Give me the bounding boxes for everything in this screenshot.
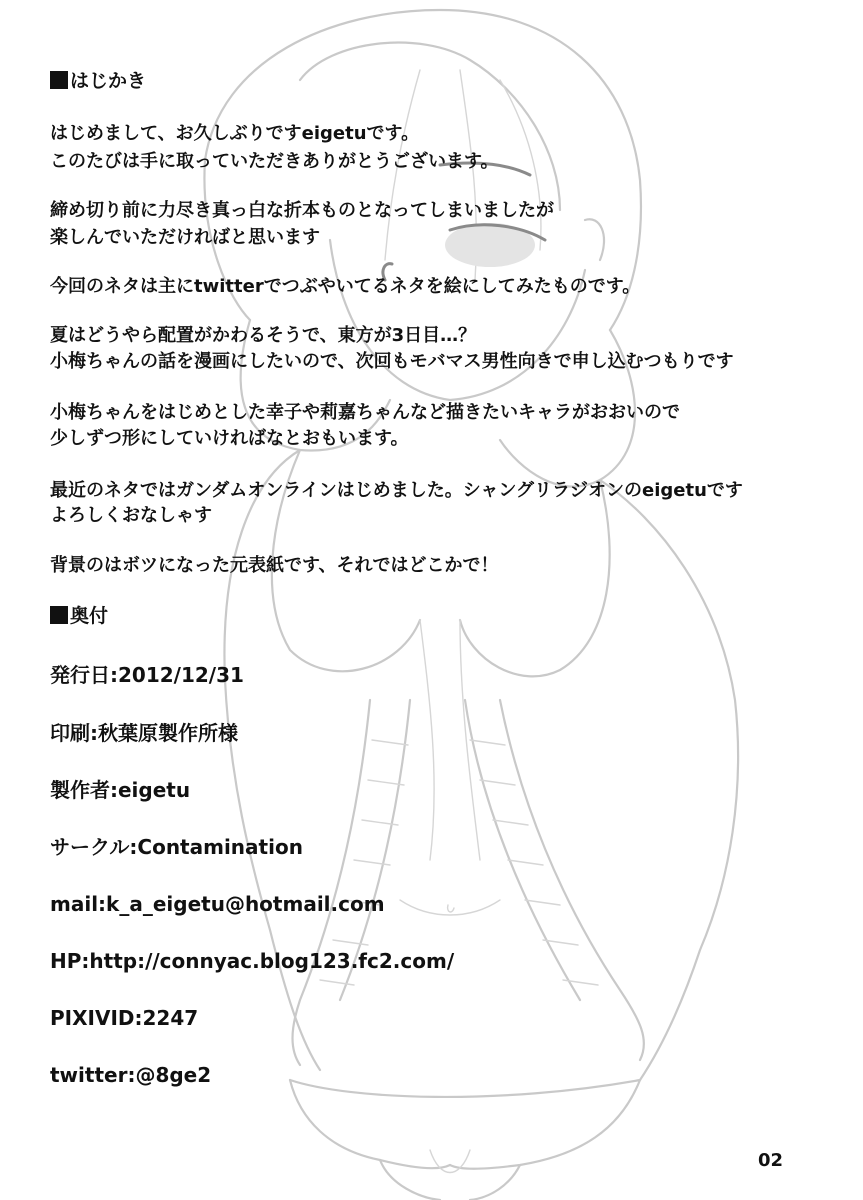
afterword-heading-text: はじかき (70, 70, 147, 92)
black-square-bullet-icon (50, 71, 68, 89)
afterword-heading (50, 70, 146, 92)
afterword-line: 今回のネタは主にtwitterでつぶやいてるネタを絵にしてみたものです。 (50, 276, 641, 297)
page-number: 02 (758, 1150, 784, 1171)
afterword-line: このたびは手に取っていただきありがとうございます。 (50, 151, 499, 172)
afterword-line: 最近のネタではガンダムオンラインはじめました。シャングリラジオンのeigetuです (50, 480, 743, 501)
colophon-mail: mail:k_a_eigetu@hotmail.com (50, 892, 385, 916)
colophon-pixiv: PIXIVID:2247 (50, 1006, 199, 1030)
afterword-line: 小梅ちゃんの話を漫画にしたいので、次回もモバマス男性向きで申し込むつもりです (50, 351, 734, 372)
afterword-line: 小梅ちゃんをはじめとした幸子や莉嘉ちゃんなど描きたいキャラがおおいので (50, 402, 680, 423)
afterword-line: 夏はどうやら配置がかわるそうで、東方が3日目…？ (50, 325, 477, 346)
colophon-circle: サークル:Contamination (50, 835, 303, 859)
colophon-author: 製作者:eigetu (50, 778, 191, 802)
colophon-issue-date: 発行日:2012/12/31 (50, 663, 244, 687)
colophon-heading (50, 605, 108, 627)
afterword-line: 締め切り前に力尽き真っ白な折本ものとなってしまいましたが (50, 200, 554, 221)
afterword-line: 楽しんでいただければと思います (50, 227, 320, 248)
afterword-line: 背景のはボツになった元表紙です、それではどこかで！ (50, 555, 499, 576)
colophon-heading-text: 奥付 (70, 605, 109, 627)
black-square-bullet-icon (50, 606, 68, 624)
colophon-homepage: HP:http://connyac.blog123.fc2.com/ (50, 949, 455, 973)
colophon-printer: 印刷:秋葉原製作所様 (50, 721, 238, 745)
colophon-twitter: twitter:@8ge2 (50, 1063, 212, 1087)
afterword-line: よろしくおなしゃす (50, 505, 212, 526)
afterword-line: はじめまして、お久しぶりですeigetuです。 (50, 123, 420, 144)
afterword-line: 少しずつ形にしていければなとおもいます。 (50, 428, 409, 449)
